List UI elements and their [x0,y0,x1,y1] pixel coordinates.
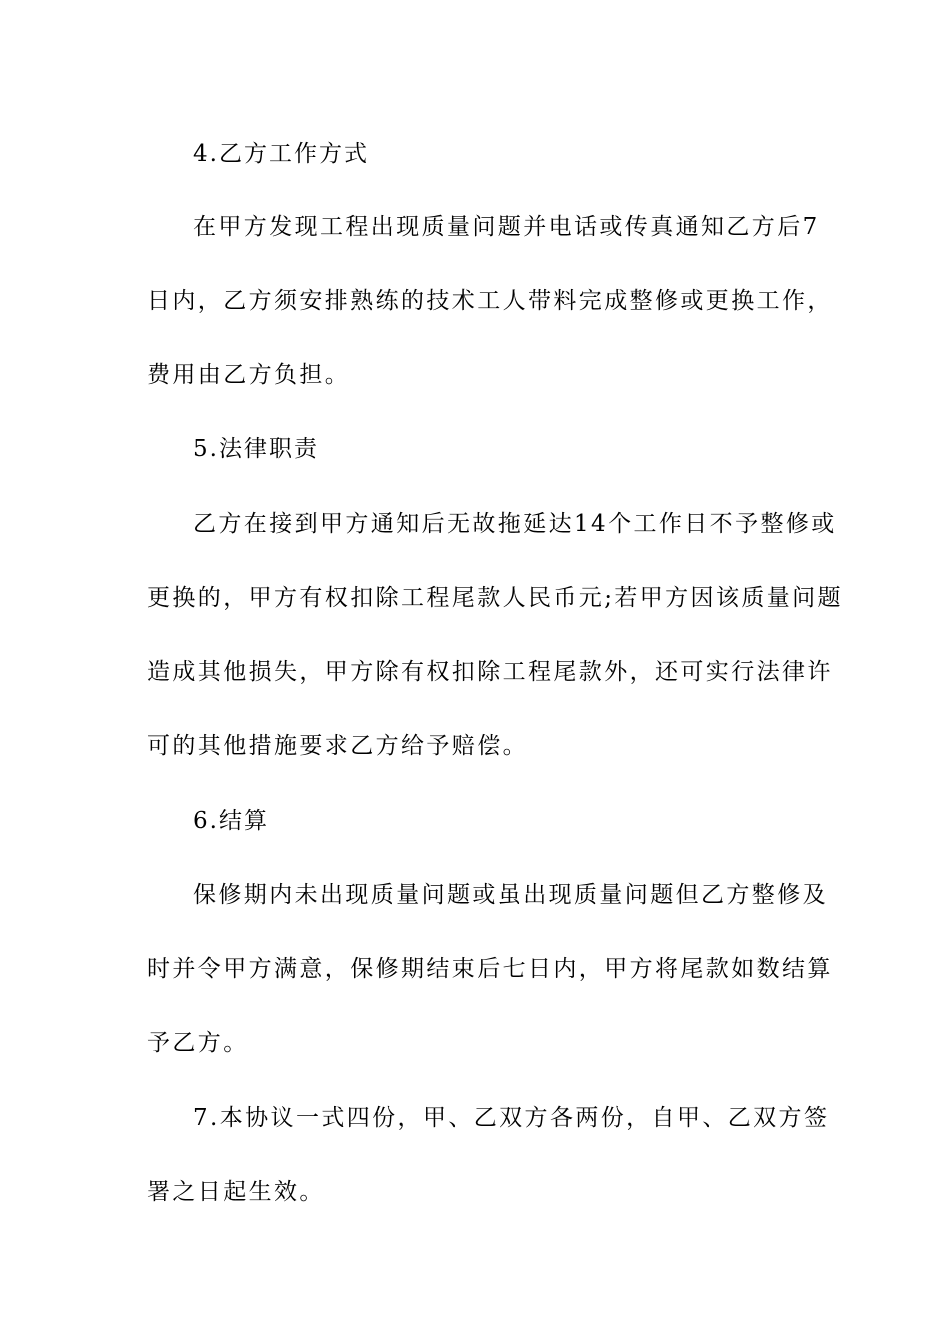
section-heading-4: 4.乙方工作方式 [193,141,369,167]
paragraph-line: 保修期内未出现质量问题或虽出现质量问题但乙方整修及 [193,882,828,908]
section-heading-5: 5.法律职责 [193,436,319,462]
paragraph-line: 时并令甲方满意，保修期结束后七日内，甲方将尾款如数结算 [147,956,833,982]
paragraph-line: 在甲方发现工程出现质量问题并电话或传真通知乙方后7 [193,214,820,240]
paragraph-line: 予乙方。 [147,1030,249,1056]
paragraph-line: 费用由乙方负担。 [147,362,351,388]
paragraph-line: 可的其他措施要求乙方给予赔偿。 [147,733,528,759]
paragraph-line: 日内，乙方须安排熟练的技术工人带料完成整修或更换工作， [147,288,833,314]
section-heading-6: 6.结算 [193,808,269,834]
paragraph-line: 署之日起生效。 [147,1179,325,1205]
paragraph-line: 更换的，甲方有权扣除工程尾款人民币元;若甲方因该质量问题 [147,585,843,611]
paragraph-line: 7.本协议一式四份，甲、乙双方各两份，自甲、乙双方签 [193,1105,830,1131]
paragraph-line: 造成其他损失，甲方除有权扣除工程尾款外，还可实行法律许 [147,659,833,685]
paragraph-line: 乙方在接到甲方通知后无故拖延达14个工作日不予整修或 [193,511,837,537]
